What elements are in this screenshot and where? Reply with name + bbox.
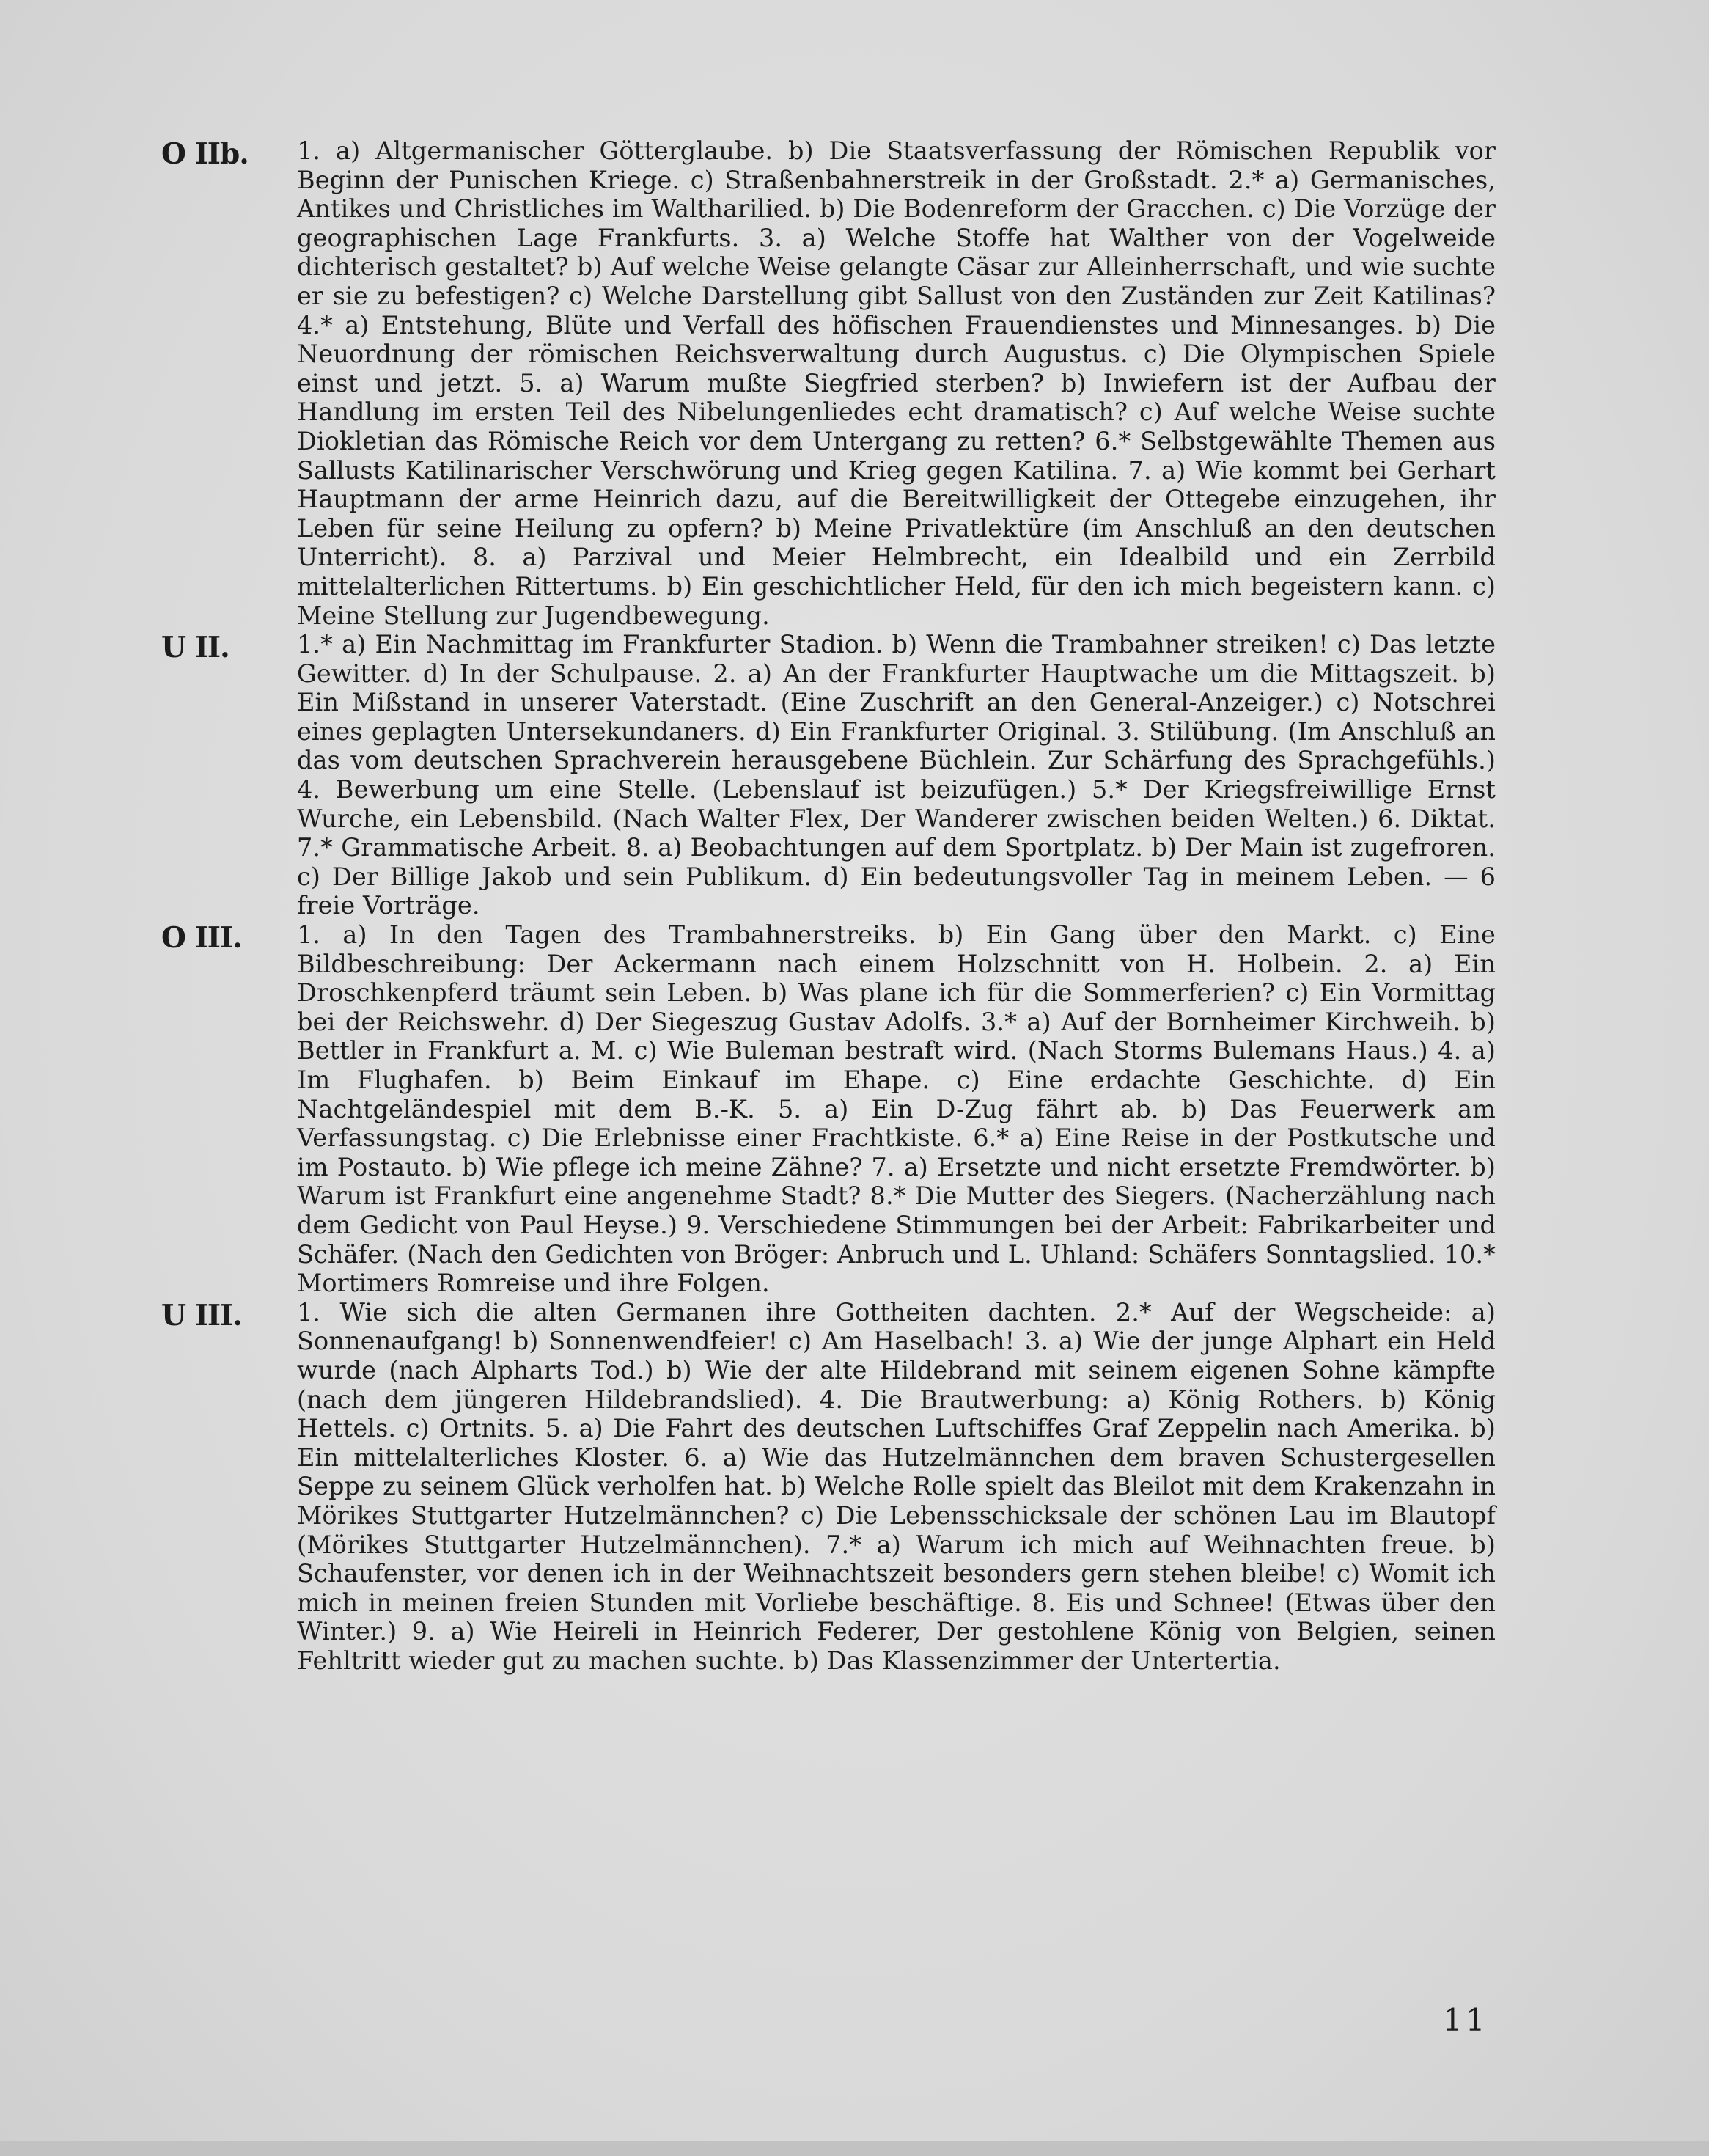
page-number: 11: [1443, 2002, 1488, 2038]
section-text: 1. Wie sich die alten Germanen ihre Gottheiten dachten. 2.* Auf der Wegscheide: a) Sonnenaufgang! b) Sonnenwendfeier! c) Am Haselbach! 3. a) Wie der junge Alphart ein Held wurde (nach Alpharts Tod.) b) Wie der alte Hildebrand mit seinem eigenen Sohne kämpfte (nach dem jüngeren Hildebrandslied). 4. Die Brautwerbung: a) König Rothers. b) König Hettels. c) Ortnits. 5. a) Die Fahrt des deutschen Luftschiffes Graf Zeppelin nach Amerika. b) Ein mittelalterliches Kloster. 6. a) Wie das Hutzelmännchen dem braven Schustergesellen Seppe zu seinem Glück verholfen hat. b) Welche Rolle spielt das Bleilot mit dem Krakenzahn in Mörikes Stuttgarter Hutzelmännchen? c) Die Lebensschicksale der schönen Lau im Blautopf (Mörikes Stuttgarter Hutzelmännchen). 7.* a) Warum ich mich auf Weihnachten freue. b) Schaufenster, vor denen ich in der Weihnachtszeit besonders gern stehen bleibe! c) Womit ich mich in meinen freien Stunden mit Vorliebe beschäftige. 8. Eis und Schnee! (Etwas über den Winter.) 9. a) Wie Heireli in Heinrich Federer, Der gestohlene König von Belgien, seinen Fehltritt wieder gut zu machen suchte. b) Das Klassenzimmer der Untertertia.: [297, 1297, 1496, 1675]
section-text: 1. a) Altgermanischer Götterglaube. b) Die Staatsverfassung der Römischen Republik vor Beginn der Punischen Kriege. c) Straßenbahnerstreik in der Großstadt. 2.* a) Germanisches, Antikes und Christliches im Waltharilied. b) Die Bodenreform der Gracchen. c) Die Vorzüge der geographischen Lage Frankfurts. 3. a) Welche Stoffe hat Walther von der Vogelweide dichterisch gestaltet? b) Auf welche Weise gelangte Cäsar zur Alleinherrschaft, und wie suchte er sie zu befestigen? c) Welche Darstellung gibt Sallust von den Zuständen zur Zeit Katilinas? 4.* a) Entstehung, Blüte und Verfall des höfischen Frauendienstes und Minnesanges. b) Die Neuordnung der römischen Reichsverwaltung durch Augustus. c) Die Olympischen Spiele einst und jetzt. 5. a) Warum mußte Siegfried sterben? b) Inwiefern ist der Aufbau der Handlung im ersten Teil des Nibelungenliedes echt dramatisch? c) Auf welche Weise suchte Diokletian das Römische Reich vor dem Untergang zu retten? 6.* Selbstgewählte Themen aus Sallusts Katilinarischer Verschwörung und Krieg gegen Katilina. 7. a) Wie kommt bei Gerhart Hauptmann der arme Heinrich dazu, auf die Bereitwilligkeit der Ottegebe einzugehen, ihr Leben für seine Heilung zu opfern? b) Meine Privatlektüre (im Anschluß an den deutschen Unterricht). 8. a) Parzival und Meier Helmbrecht, ein Idealbild und ein Zerrbild mittelalterlichen Rittertums. b) Ein geschichtlicher Held, für den ich mich begeistern kann. c) Meine Stellung zur Jugendbewegung.: [297, 136, 1496, 630]
section-u-ii: [161, 630, 1496, 920]
section-u-iii: [161, 1298, 1496, 1676]
class-label: U II.: [161, 631, 229, 665]
class-label: U III.: [161, 1298, 242, 1332]
class-label: O III.: [161, 921, 242, 956]
section-o-iii: [161, 920, 1496, 1298]
section-o-iib: [161, 136, 1496, 630]
page-bottom-edge: [0, 2141, 1709, 2156]
section-text: 1.* a) Ein Nachmittag im Frankfurter Stadion. b) Wenn die Trambahner streiken! c) Das letzte Gewitter. d) In der Schulpause. 2. a) An der Frankfurter Hauptwache um die Mittagszeit. b) Ein Mißstand in unserer Vaterstadt. (Eine Zuschrift an den General-Anzeiger.) c) Notschrei eines geplagten Untersekundaners. d) Ein Frankfurter Original. 3. Stilübung. (Im Anschluß an das vom deutschen Sprachverein herausgebene Büchlein. Zur Schärfung des Sprachgefühls.) 4. Bewerbung um eine Stelle. (Lebenslauf ist beizufügen.) 5.* Der Kriegsfreiwillige Ernst Wurche, ein Lebensbild. (Nach Walter Flex, Der Wanderer zwischen beiden Welten.) 6. Diktat. 7.* Grammatische Arbeit. 8. a) Beobachtungen auf dem Sportplatz. b) Der Main ist zugefroren. c) Der Billige Jakob und sein Publikum. d) Ein bedeutungsvoller Tag in meinem Leben. — 6 freie Vorträge.: [297, 630, 1496, 920]
class-label: O IIb.: [161, 137, 249, 171]
section-text: 1. a) In den Tagen des Trambahnerstreiks. b) Ein Gang über den Markt. c) Eine Bildbeschreibung: Der Ackermann nach einem Holzschnitt von H. Holbein. 2. a) Ein Droschkenpferd träumt sein Leben. b) Was plane ich für die Sommerferien? c) Ein Vormittag bei der Reichswehr. d) Der Siegeszug Gustav Adolfs. 3.* a) Auf der Bornheimer Kirchweih. b) Bettler in Frankfurt a. M. c) Wie Buleman bestraft wird. (Nach Storms Bulemans Haus.) 4. a) Im Flughafen. b) Beim Einkauf im Ehape. c) Eine erdachte Geschichte. d) Ein Nachtgeländespiel mit dem B.-K. 5. a) Ein D-Zug fährt ab. b) Das Feuerwerk am Verfassungstag. c) Die Erlebnisse einer Frachtkiste. 6.* a) Eine Reise in der Postkutsche und im Postauto. b) Wie pflege ich meine Zähne? 7. a) Ersetzte und nicht ersetzte Fremdwörter. b) Warum ist Frankfurt eine angenehme Stadt? 8.* Die Mutter des Siegers. (Nacherzählung nach dem Gedicht von Paul Heyse.) 9. Verschiedene Stimmungen bei der Arbeit: Fabrikarbeiter und Schäfer. (Nach den Gedichten von Bröger: Anbruch und L. Uhland: Schäfers Sonntagslied. 10.* Mortimers Romreise und ihre Folgen.: [297, 920, 1496, 1298]
essay-topics-list: [161, 136, 1496, 1675]
